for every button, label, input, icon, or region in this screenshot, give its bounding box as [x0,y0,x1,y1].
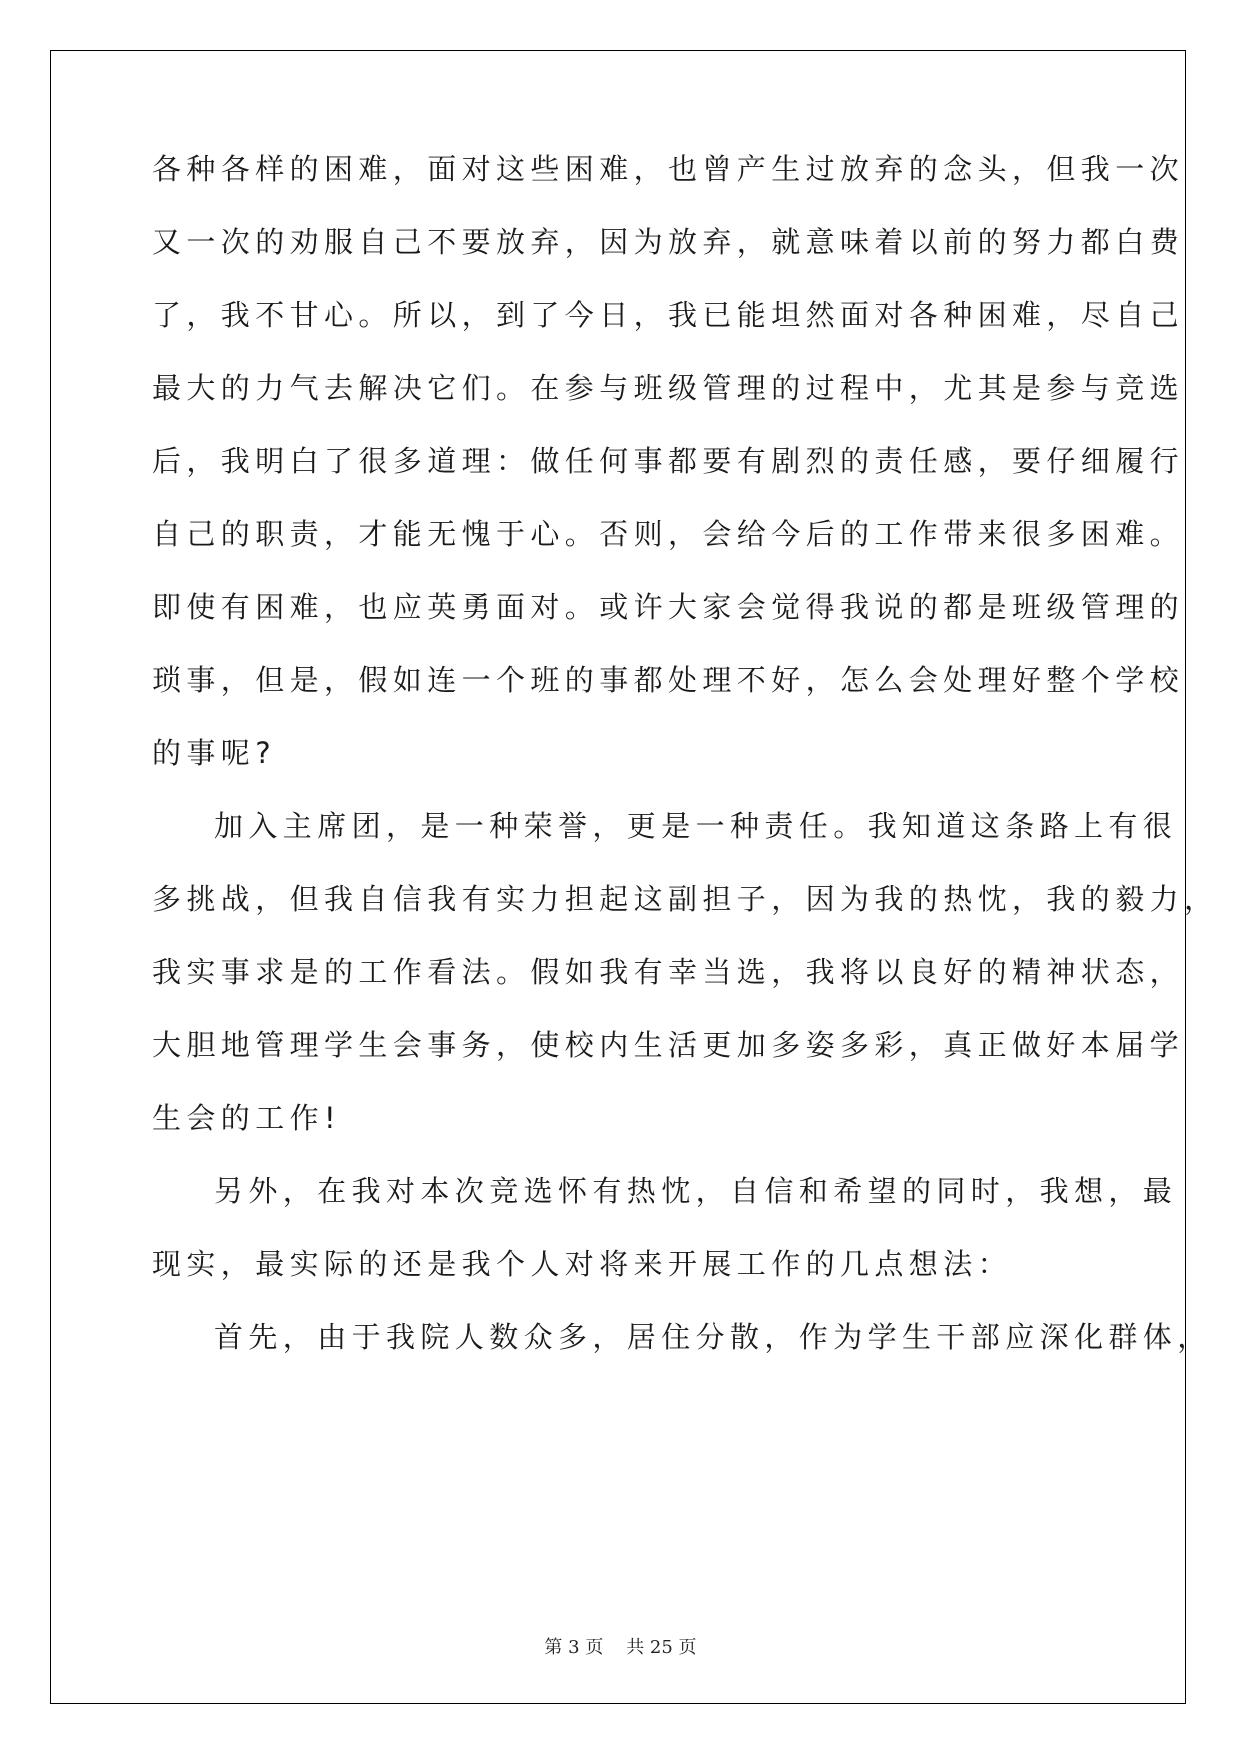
text-line: 自己的职责，才能无愧于心。否则，会给今后的工作带来很多困难。 [152,517,1185,551]
text-line: 大胆地管理学生会事务，使校内生活更加多姿多彩，真正做好本届学 [152,1028,1185,1062]
paragraph-first-line: 加入主席团，是一种荣誉，更是一种责任。我知道这条路上有很 [214,809,1178,843]
text-line: 生会的工作! [152,1101,342,1135]
text-line: 我实事求是的工作看法。假如我有幸当选，我将以良好的精神状态， [152,955,1185,989]
text-line: 了，我不甘心。所以，到了今日，我已能坦然面对各种困难，尽自己 [152,298,1185,332]
paragraph-first-line: 首先，由于我院人数众多，居住分散，作为学生干部应深化群体， [214,1320,1212,1354]
text-line: 最大的力气去解决它们。在参与班级管理的过程中，尤其是参与竞选 [152,371,1185,405]
text-line: 后，我明白了很多道理：做任何事都要有剧烈的责任感，要仔细履行 [152,444,1185,478]
text-line: 琐事，但是，假如连一个班的事都处理不好，怎么会处理好整个学校 [152,663,1185,697]
page-number-footer: 第 3 页 共 25 页 [544,1637,697,1658]
text-line: 现实，最实际的还是我个人对将来开展工作的几点想法： [152,1247,1013,1281]
text-line: 的事呢? [152,736,276,770]
text-line: 又一次的劝服自己不要放弃，因为放弃，就意味着以前的努力都白费 [152,225,1185,259]
text-line: 多挑战，但我自信我有实力担起这副担子，因为我的热忱，我的毅力， [152,882,1219,916]
text-line: 即使有困难，也应英勇面对。或许大家会觉得我说的都是班级管理的 [152,590,1185,624]
text-line: 各种各样的困难，面对这些困难，也曾产生过放弃的念头，但我一次 [152,152,1185,186]
paragraph-first-line: 另外，在我对本次竞选怀有热忱，自信和希望的同时，我想，最 [214,1174,1178,1208]
